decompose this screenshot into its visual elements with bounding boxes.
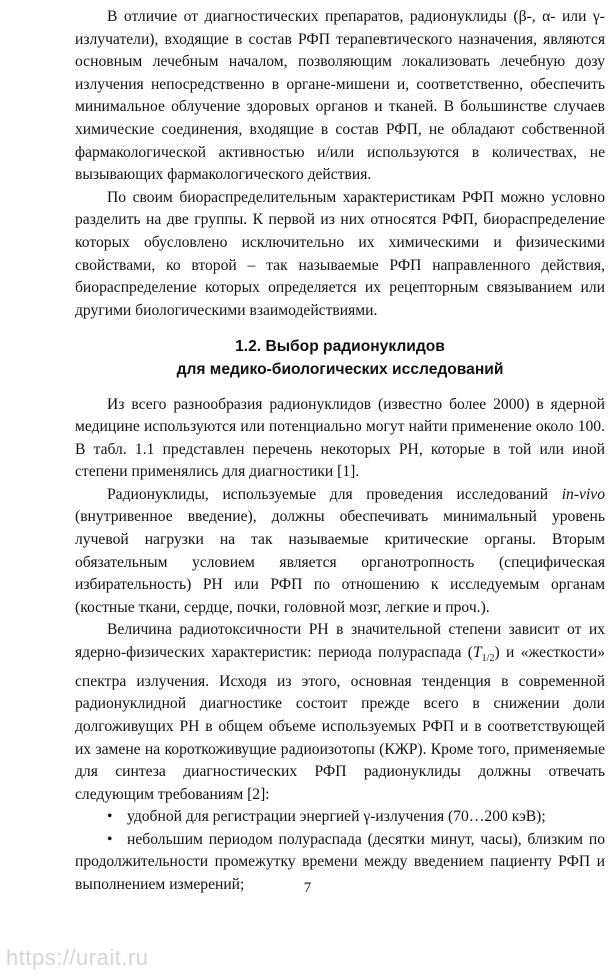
section-heading [75,336,605,381]
page-number: 7 [303,880,312,896]
list-item-text: небольшим периодом полураспада (десятки минут, часы), близким по продолжительности промежутку времени между введением пациенту РФП и выполнением измерений; [75,830,605,894]
paragraph-radionuclide-variety: Из всего разнообразия радионуклидов (известно более 2000) в ядерной медицине используются или потенциально могут найти применение около 100. В табл. 1.1 представлен перечень некоторых РН, которые в той или иной степени применялись для диагностики [1]. [75,395,605,481]
section-heading-line-2: для медико-биологических исследований [176,360,504,378]
radiotoxicity-text-after: ) и «жесткости» спектра излучения. Исходя из этого, основная тенденция в современной радионуклидной диагностике состоит прежде всего в снижении доли долгоживущих РН в общем объеме используемых РФП и в соответствующей их замене на короткоживущие радиоизотопы (КЖР). Кроме того, применяемые для синтеза диагностических РФП радионуклиды должны отвечать следующим требованиям [2]: [75,644,606,803]
half-life-symbol: T [472,644,482,662]
half-life-subscript: 1/2 [481,653,495,665]
list-item [75,806,605,829]
bullet-icon: • [107,808,113,826]
watermark-url[interactable]: https://urait.ru [6,945,149,970]
radiotoxicity-text-before: Величина радиотоксичности РН в значительной степени зависит от их ядерно-физических характеристик: периода полураспада ( [75,621,605,662]
in-vivo-text-after: (внутривенное введение), должны обеспечивать минимальный уровень лучевой нагрузки на так называемые критические органы. Вторым обязательным условием является органотропность (специфическая избирательность) РН или РФП по отношению к исследуемым органам (костные ткани, сердце, почки, головной мозг, легкие и проч.). [75,508,605,616]
section-heading-line-1: 1.2. Выбор радионуклидов [235,338,445,356]
in-vivo-text-before: Радионуклиды, используемые для проведения исследований [107,485,562,503]
in-vivo-italic: in-vivo [561,485,605,503]
paragraph-therapeutic-radionuclides: В отличие от диагностических препаратов, радионуклиды (β-, α- или γ-излучатели), входящие в состав РФП терапевтического назначения, являются основным лечебным началом, позволяющим локализовать лечебную дозу излучения непосредственно в органе-мишени и, соответственно, обеспечить минимальное облучение здоровых органов и тканей. В большинстве случаев химические соединения, входящие в состав РФП, не обладают собственной фармакологической активностью и/или используются в количествах, не вызывающих фармакологического действия. [75,8,605,184]
bullet-icon: • [107,830,113,848]
paragraph-radiotoxicity [75,619,605,806]
list-item-text: удобной для регистрации энергией γ-излучения (70…200 кэВ); [127,808,546,826]
paragraph-biodistribution-groups: По своим биораспределительным характеристикам РФП можно условно разделить на две группы. К первой из них относятся РФП, биораспределение которых обусловлено исключительно их химическими и физическими свойствами, ко второй – так называемые РФП направленного действия, биораспределение которых определяется их рецепторным связыванием или другими биологическими взаимодействиями. [75,188,605,319]
paragraph-in-vivo-requirements [75,484,605,620]
document-page [75,6,605,897]
